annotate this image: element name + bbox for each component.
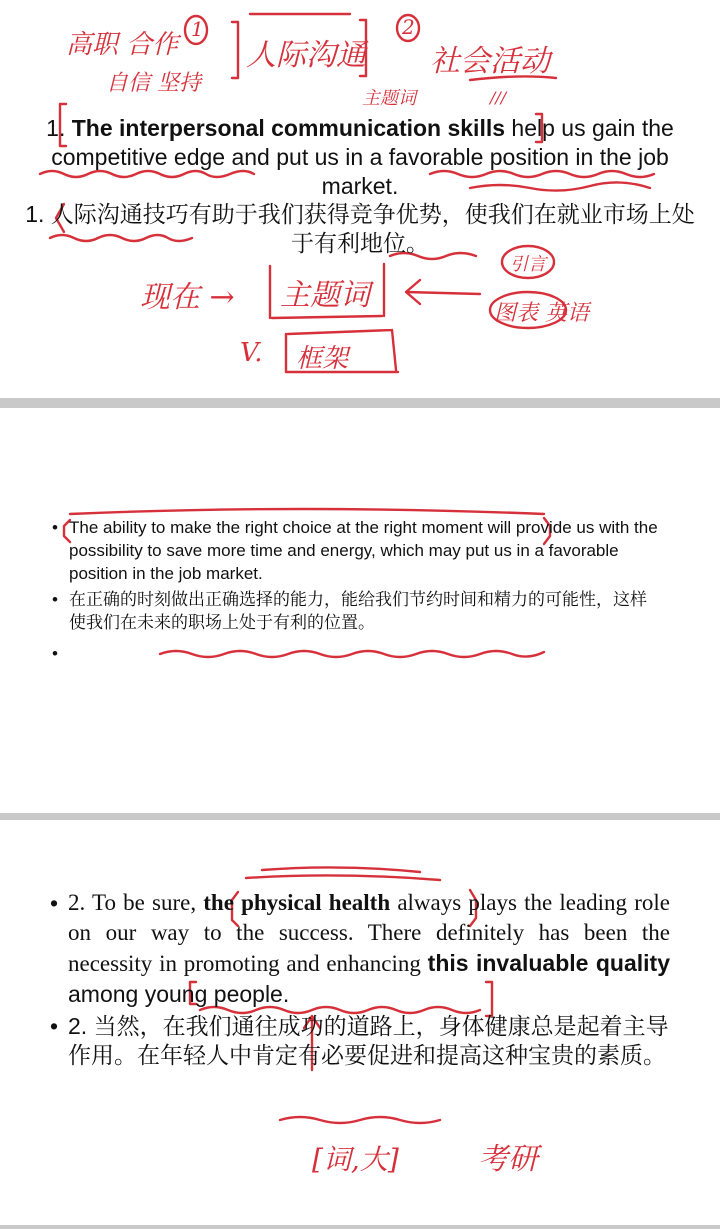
slide-2-bullet-chinese — [52, 588, 662, 634]
handwritten-circle-1-number: 1 — [191, 17, 204, 41]
slide-3-english-mid: always plays the leading role on our way to the success. There definitely has been the necessity in promoting and enhancing — [68, 890, 670, 976]
bullet-dot: • — [52, 590, 58, 609]
slide-3-bold-phrase-2: this invaluable quality — [427, 950, 670, 976]
handwritten-marks: /// — [490, 88, 507, 107]
handwritten-under-box: 主题词 — [362, 88, 416, 109]
slide-1-english-sentence — [20, 114, 700, 201]
slide-3-bullet-chinese — [50, 1012, 670, 1070]
handwritten-right-note: 考研 — [478, 1142, 538, 1177]
handwritten-bottom-box: 主题词 — [280, 278, 370, 313]
handwritten-arrow-note-1: 引言 — [510, 254, 546, 275]
handwritten-v-label: V. — [240, 338, 263, 368]
slide-3-chinese-text: 2. 当然，在我们通往成功的道路上，身体健康总是起着主导作用。在年轻人中肯定有必要促进和提高这种宝贵的素质。 — [68, 1013, 669, 1068]
bullet-dot: • — [50, 890, 59, 916]
slide-1-chinese-sentence: 1. 人际沟通技巧有助于我们获得竞争优势，使我们在就业市场上处于有利地位。 — [25, 201, 695, 256]
wavy-under-zh-3 — [280, 1117, 440, 1123]
handwritten-bottom-left: 现在 → — [140, 280, 235, 315]
slide-2 — [0, 408, 720, 813]
handwritten-arrow-note-2: 图表 英语 — [494, 301, 589, 326]
handwritten-circle-2-number: 2 — [402, 15, 415, 39]
slide-2-chinese-text: 在正确的时刻做出正确选择的能力，能给我们节约时间和精力的可能性，这样使我们在未来的职场上处于有利的位置。 — [69, 590, 647, 632]
handwritten-top-left: 高职 合作 — [66, 30, 179, 60]
slide-1-bold-phrase: The interpersonal communication skills — [71, 115, 506, 141]
slide-3-english-suffix: among young people. — [68, 981, 290, 1007]
slide-3-bullet-english — [50, 888, 670, 1010]
bullet-dot: • — [50, 1013, 59, 1039]
slide-3 — [0, 820, 720, 1225]
slide-3-bullet-list — [50, 888, 670, 1070]
handwritten-box-word: 人际沟通 — [246, 38, 366, 73]
bullet-dot: • — [52, 644, 58, 663]
handwritten-top-right: 社会活动 — [430, 44, 550, 79]
bullet-dot: • — [52, 518, 58, 537]
handwritten-left-note: [词,大] — [312, 1143, 399, 1176]
slide-1 — [0, 0, 720, 398]
handwritten-frame-box: 框架 — [296, 344, 349, 374]
top-double-line — [246, 867, 440, 880]
double-arrow — [406, 280, 480, 304]
slide-2-bullet-list — [52, 516, 662, 668]
slide-3-english-prefix: 2. To be sure, — [68, 890, 204, 915]
slide-2-english-text: The ability to make the right choice at the right moment will provide us with the possibility to save more time and energy, which may put us in a favorable position in the job market. — [69, 518, 658, 583]
handwritten-top-left-2: 自信 坚持 — [106, 71, 201, 96]
slide-1-english-rest: help us gain the competitive edge and put us in a favorable position in the job market. — [51, 115, 674, 199]
slide-3-bold-phrase-1: the physical health — [203, 890, 391, 915]
slide-1-number: 1. — [46, 115, 72, 141]
slide-2-bullet-english — [52, 516, 662, 585]
slide-2-bullet-empty — [52, 642, 662, 665]
phrase-topline — [70, 509, 544, 514]
